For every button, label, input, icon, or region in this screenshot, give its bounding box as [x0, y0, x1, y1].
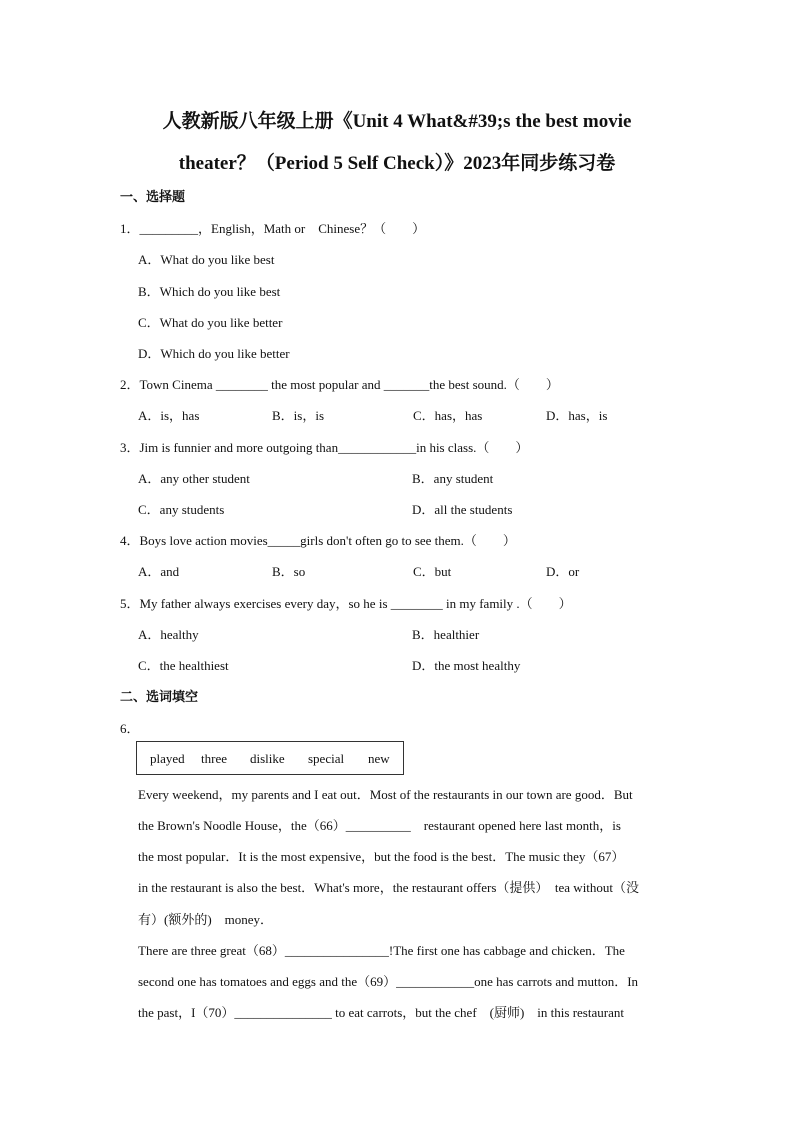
passage-line: the Brown's Noodle House，the（66）__________ restaurant opened here last month，is	[138, 818, 621, 833]
word-bank-item: special	[308, 751, 345, 766]
q3-option-c[interactable]: C．any students	[138, 502, 225, 517]
passage-line: 有）(额外的) money．	[138, 912, 274, 927]
question-1: 1．_________，English，Math or Chinese？（ ）	[120, 221, 426, 236]
word-bank-item: three	[201, 751, 227, 766]
title-line-1: 人教新版八年级上册《Unit 4 What&#39;s the best movie	[162, 111, 632, 132]
question-3: 3．Jim is funnier and more outgoing than____________in his class.（ ）	[120, 440, 529, 455]
question-6-number: 6．	[120, 721, 140, 736]
question-4: 4．Boys love action movies_____girls don't often go to see them.（ ）	[120, 533, 516, 548]
question-2: 2．Town Cinema ________ the most popular and _______the best sound.（ ）	[120, 377, 559, 392]
passage-line: There are three great（68）________________!The first one has cabbage and chicken．The	[138, 943, 625, 958]
passage-line: the most popular．It is the most expensive，but the food is the best．The music they（67）	[138, 849, 625, 864]
word-bank-item: played	[150, 751, 185, 766]
word-bank	[136, 741, 404, 775]
word-bank-item: dislike	[250, 751, 285, 766]
q2-option-d[interactable]: D．has，is	[546, 408, 608, 423]
word-bank-item: new	[368, 751, 390, 766]
q4-option-b[interactable]: B．so	[272, 564, 306, 579]
q5-option-c[interactable]: C．the healthiest	[138, 658, 229, 673]
q1-option-d[interactable]: D．Which do you like better	[138, 346, 290, 361]
passage-line: second one has tomatoes and eggs and the（69）____________one has carrots and mutton．In	[138, 974, 639, 989]
passage-line: in the restaurant is also the best．What's more，the restaurant offers（提供） tea without（没	[138, 880, 640, 895]
q2-option-a[interactable]: A．is，has	[138, 408, 200, 423]
q4-option-c[interactable]: C．but	[413, 564, 452, 579]
q5-option-b[interactable]: B．healthier	[412, 627, 480, 642]
passage-line: Every weekend，my parents and I eat out．Most of the restaurants in our town are good．But	[138, 787, 633, 802]
passage-line: the past，I（70）_______________ to eat carrots，but the chef (厨师) in this restaurant	[138, 1005, 624, 1020]
q4-option-a[interactable]: A．and	[138, 564, 180, 579]
q5-option-d[interactable]: D．the most healthy	[412, 658, 521, 673]
q4-option-d[interactable]: D．or	[546, 564, 580, 579]
q3-option-d[interactable]: D．all the students	[412, 502, 513, 517]
q2-option-c[interactable]: C．has，has	[413, 408, 483, 423]
q5-option-a[interactable]: A．healthy	[138, 627, 199, 642]
q2-option-b[interactable]: B．is，is	[272, 408, 325, 423]
title-line-2: theater？（Period 5 Self Check）》2023年同步练习卷	[178, 153, 616, 174]
q3-option-b[interactable]: B．any student	[412, 471, 494, 486]
q1-option-a[interactable]: A．What do you like best	[138, 252, 275, 267]
section-heading-fill-in: 二、选词填空	[120, 689, 199, 704]
section-heading-choice: 一、选择题	[120, 189, 186, 204]
q1-option-b[interactable]: B．Which do you like best	[138, 284, 281, 299]
q1-option-c[interactable]: C．What do you like better	[138, 315, 283, 330]
question-5: 5．My father always exercises every day，so he is ________ in my family .（ ）	[120, 596, 572, 611]
q3-option-a[interactable]: A．any other student	[138, 471, 250, 486]
